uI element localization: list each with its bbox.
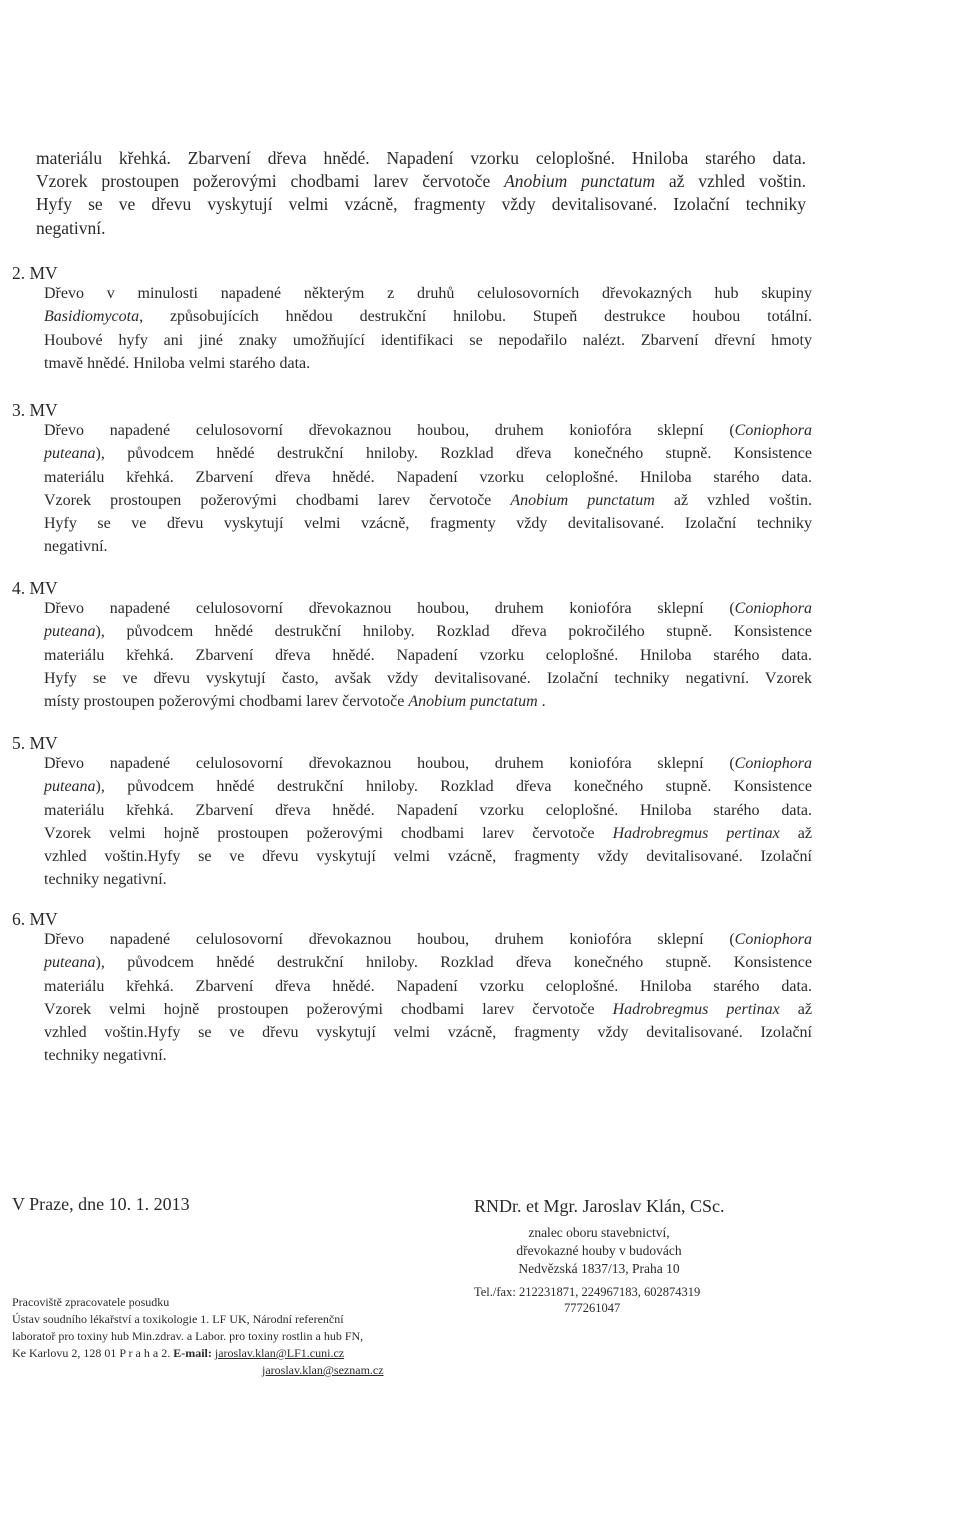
latin-term: Anobium punctatum: [510, 491, 655, 509]
workplace-line: laboratoř pro toxiny hub Min.zdrav. a Labor. pro toxiny rostlin a hub FN,: [12, 1329, 364, 1343]
section-6-mv: [12, 908, 812, 1070]
text-line: negativní.: [44, 538, 108, 556]
text-line: puteana), původcem hnědé destrukční hniloby. Rozklad dřeva konečného stupně. Konsistence: [44, 954, 812, 972]
text-line: materiálu křehká. Zbarvení dřeva hnědé. Napadení vzorku celoplošné. Hniloba starého data.: [44, 468, 812, 486]
latin-term: Coniophora: [734, 422, 812, 440]
section-body: [12, 285, 812, 378]
email-row-2: [12, 1362, 442, 1379]
text-line: tmavě hnědé. Hniloba velmi starého data.: [44, 354, 311, 372]
email-label: E-mail:: [173, 1346, 212, 1360]
section-2-mv: [12, 262, 812, 378]
text-line: techniky negativní.: [44, 1047, 167, 1065]
text-line: Dřevo napadené celulosovorní dřevokaznou houbou, druhem koniofóra sklepní (Coniophora: [44, 600, 812, 618]
text-line: Vzorek velmi hojně prostoupen požerovými chodbami larev červotoče Hadrobregmus pertinax až: [44, 824, 813, 842]
latin-term: Basidiomycota: [44, 308, 140, 326]
text-line: Basidiomycota, způsobujících hnědou destrukční hnilobu. Stupeň destrukce houbou totální.: [44, 308, 812, 326]
section-label: 4. MV: [12, 578, 58, 598]
latin-term: puteana: [44, 954, 96, 972]
signature-line: znalec oboru stavebnictví,: [528, 1225, 670, 1240]
signature-phone-2: 777261047: [564, 1301, 621, 1315]
section-5-mv: [12, 732, 812, 894]
text-line: negativní.: [36, 217, 106, 238]
text-line: Dřevo napadené celulosovorní dřevokaznou houbou, druhem koniofóra sklepní (Coniophora: [44, 931, 812, 949]
text-line: materiálu křehká. Zbarvení dřeva hnědé. Napadení vzorku celoplošné. Hniloba starého data.: [44, 801, 812, 819]
section-label: 6. MV: [12, 909, 58, 929]
text-line: Hyfy se ve dřevu vyskytují velmi vzácně, fragmenty vždy devitalisované. Izolační techniky: [44, 514, 812, 532]
text-line: puteana), původcem hnědé destrukční hniloby. Rozklad dřeva pokročilého stupně. Konsistence: [44, 623, 812, 641]
section-body: [12, 931, 812, 1070]
workplace-block: [12, 1294, 442, 1379]
latin-term: Anobium punctatum: [408, 692, 538, 710]
section-body: [12, 422, 812, 561]
text-line: Dřevo napadené celulosovorní dřevokaznou houbou, druhem koniofóra sklepní (Coniophora: [44, 755, 812, 773]
latin-term: Coniophora: [734, 931, 812, 949]
section-3-mv: [12, 399, 812, 561]
intro-paragraph: [36, 147, 806, 240]
place-date: V Praze, dne 10. 1. 2013: [12, 1194, 190, 1214]
text-line: vzhled voštin.Hyfy se ve dřevu vyskytují velmi vzácně, fragmenty vždy devitalisované. Izolační: [44, 1023, 812, 1041]
signature-name: RNDr. et Mgr. Jaroslav Klán, CSc.: [474, 1196, 725, 1216]
text-line: techniky negativní.: [44, 871, 167, 889]
section-label: 3. MV: [12, 400, 58, 420]
signature-phone: Tel./fax: 212231871, 224967183, 602874319: [474, 1285, 701, 1299]
section-4-mv: [12, 577, 812, 716]
workplace-line: Ústav soudního lékařství a toxikologie 1. LF UK, Národní referenční: [12, 1312, 344, 1326]
text-line: Dřevo v minulosti napadené některým z druhů celulosovorních dřevokazných hub skupiny: [44, 285, 812, 303]
latin-term: Coniophora: [734, 600, 812, 618]
workplace-heading: Pracoviště zpracovatele posudku: [12, 1295, 170, 1309]
text-line: materiálu křehká. Zbarvení dřeva hnědé. Napadení vzorku celoplošné. Hniloba starého data.: [44, 977, 812, 995]
workplace-address-text: Ke Karlovu 2, 128 01 P r a h a 2.: [12, 1346, 174, 1360]
text-line: puteana), původcem hnědé destrukční hniloby. Rozklad dřeva konečného stupně. Konsistence: [44, 778, 812, 796]
signature-line: dřevokazné houby v budovách: [516, 1243, 682, 1258]
text-line: materiálu křehká. Zbarvení dřeva hnědé. Napadení vzorku celoplošné. Hniloba starého data.: [44, 646, 812, 664]
latin-term: puteana: [44, 778, 96, 796]
signature-line: Nedvězská 1837/13, Praha 10: [518, 1261, 680, 1276]
signature-block: [474, 1194, 794, 1316]
text-line: Hyfy se ve dřevu vyskytují velmi vzácně, fragmenty vždy devitalisované. Izolační techniky: [36, 194, 806, 215]
text-line: místy prostoupen požerovými chodbami larev červotoče Anobium punctatum .: [44, 692, 546, 710]
section-label: 5. MV: [12, 733, 58, 753]
email-link-1[interactable]: jaroslav.klan@LF1.cuni.cz: [214, 1346, 345, 1360]
text-line: Vzorek prostoupen požerovými chodbami larev červotoče Anobium punctatum až vzhled voštin.: [44, 491, 813, 509]
email-link-2[interactable]: jaroslav.klan@seznam.cz: [262, 1363, 384, 1377]
text-line: puteana), původcem hnědé destrukční hniloby. Rozklad dřeva konečného stupně. Konsistence: [44, 445, 812, 463]
section-body: [12, 600, 812, 716]
latin-term: puteana: [44, 445, 96, 463]
latin-term: Anobium punctatum: [504, 171, 656, 192]
latin-term: puteana: [44, 623, 96, 641]
section-body: [12, 755, 812, 894]
text-line: vzhled voštin.Hyfy se ve dřevu vyskytují velmi vzácně, fragmenty vždy devitalisované. Izolační: [44, 847, 812, 865]
latin-term: Coniophora: [734, 755, 812, 773]
text-line: Hyfy se ve dřevu vyskytují často, avšak vždy devitalisované. Izolační techniky negativní. Vzorek: [44, 669, 812, 687]
latin-term: Hadrobregmus pertinax: [612, 824, 780, 842]
workplace-address: [12, 1345, 442, 1362]
text-line: Vzorek velmi hojně prostoupen požerovými chodbami larev červotoče Hadrobregmus pertinax až: [44, 1000, 813, 1018]
latin-term: Hadrobregmus pertinax: [612, 1000, 780, 1018]
text-line: materiálu křehká. Zbarvení dřeva hnědé. Napadení vzorku celoplošné. Hniloba starého data.: [36, 148, 806, 168]
text-line: Houbové hyfy ani jiné znaky umožňující identifikaci se nepodařilo nalézt. Zbarvení dřevní hmoty: [44, 331, 812, 349]
text-line: Vzorek prostoupen požerovými chodbami larev červotoče Anobium punctatum až vzhled voštin.: [36, 171, 806, 192]
section-label: 2. MV: [12, 263, 58, 283]
text-line: Dřevo napadené celulosovorní dřevokaznou houbou, druhem koniofóra sklepní (Coniophora: [44, 422, 812, 440]
